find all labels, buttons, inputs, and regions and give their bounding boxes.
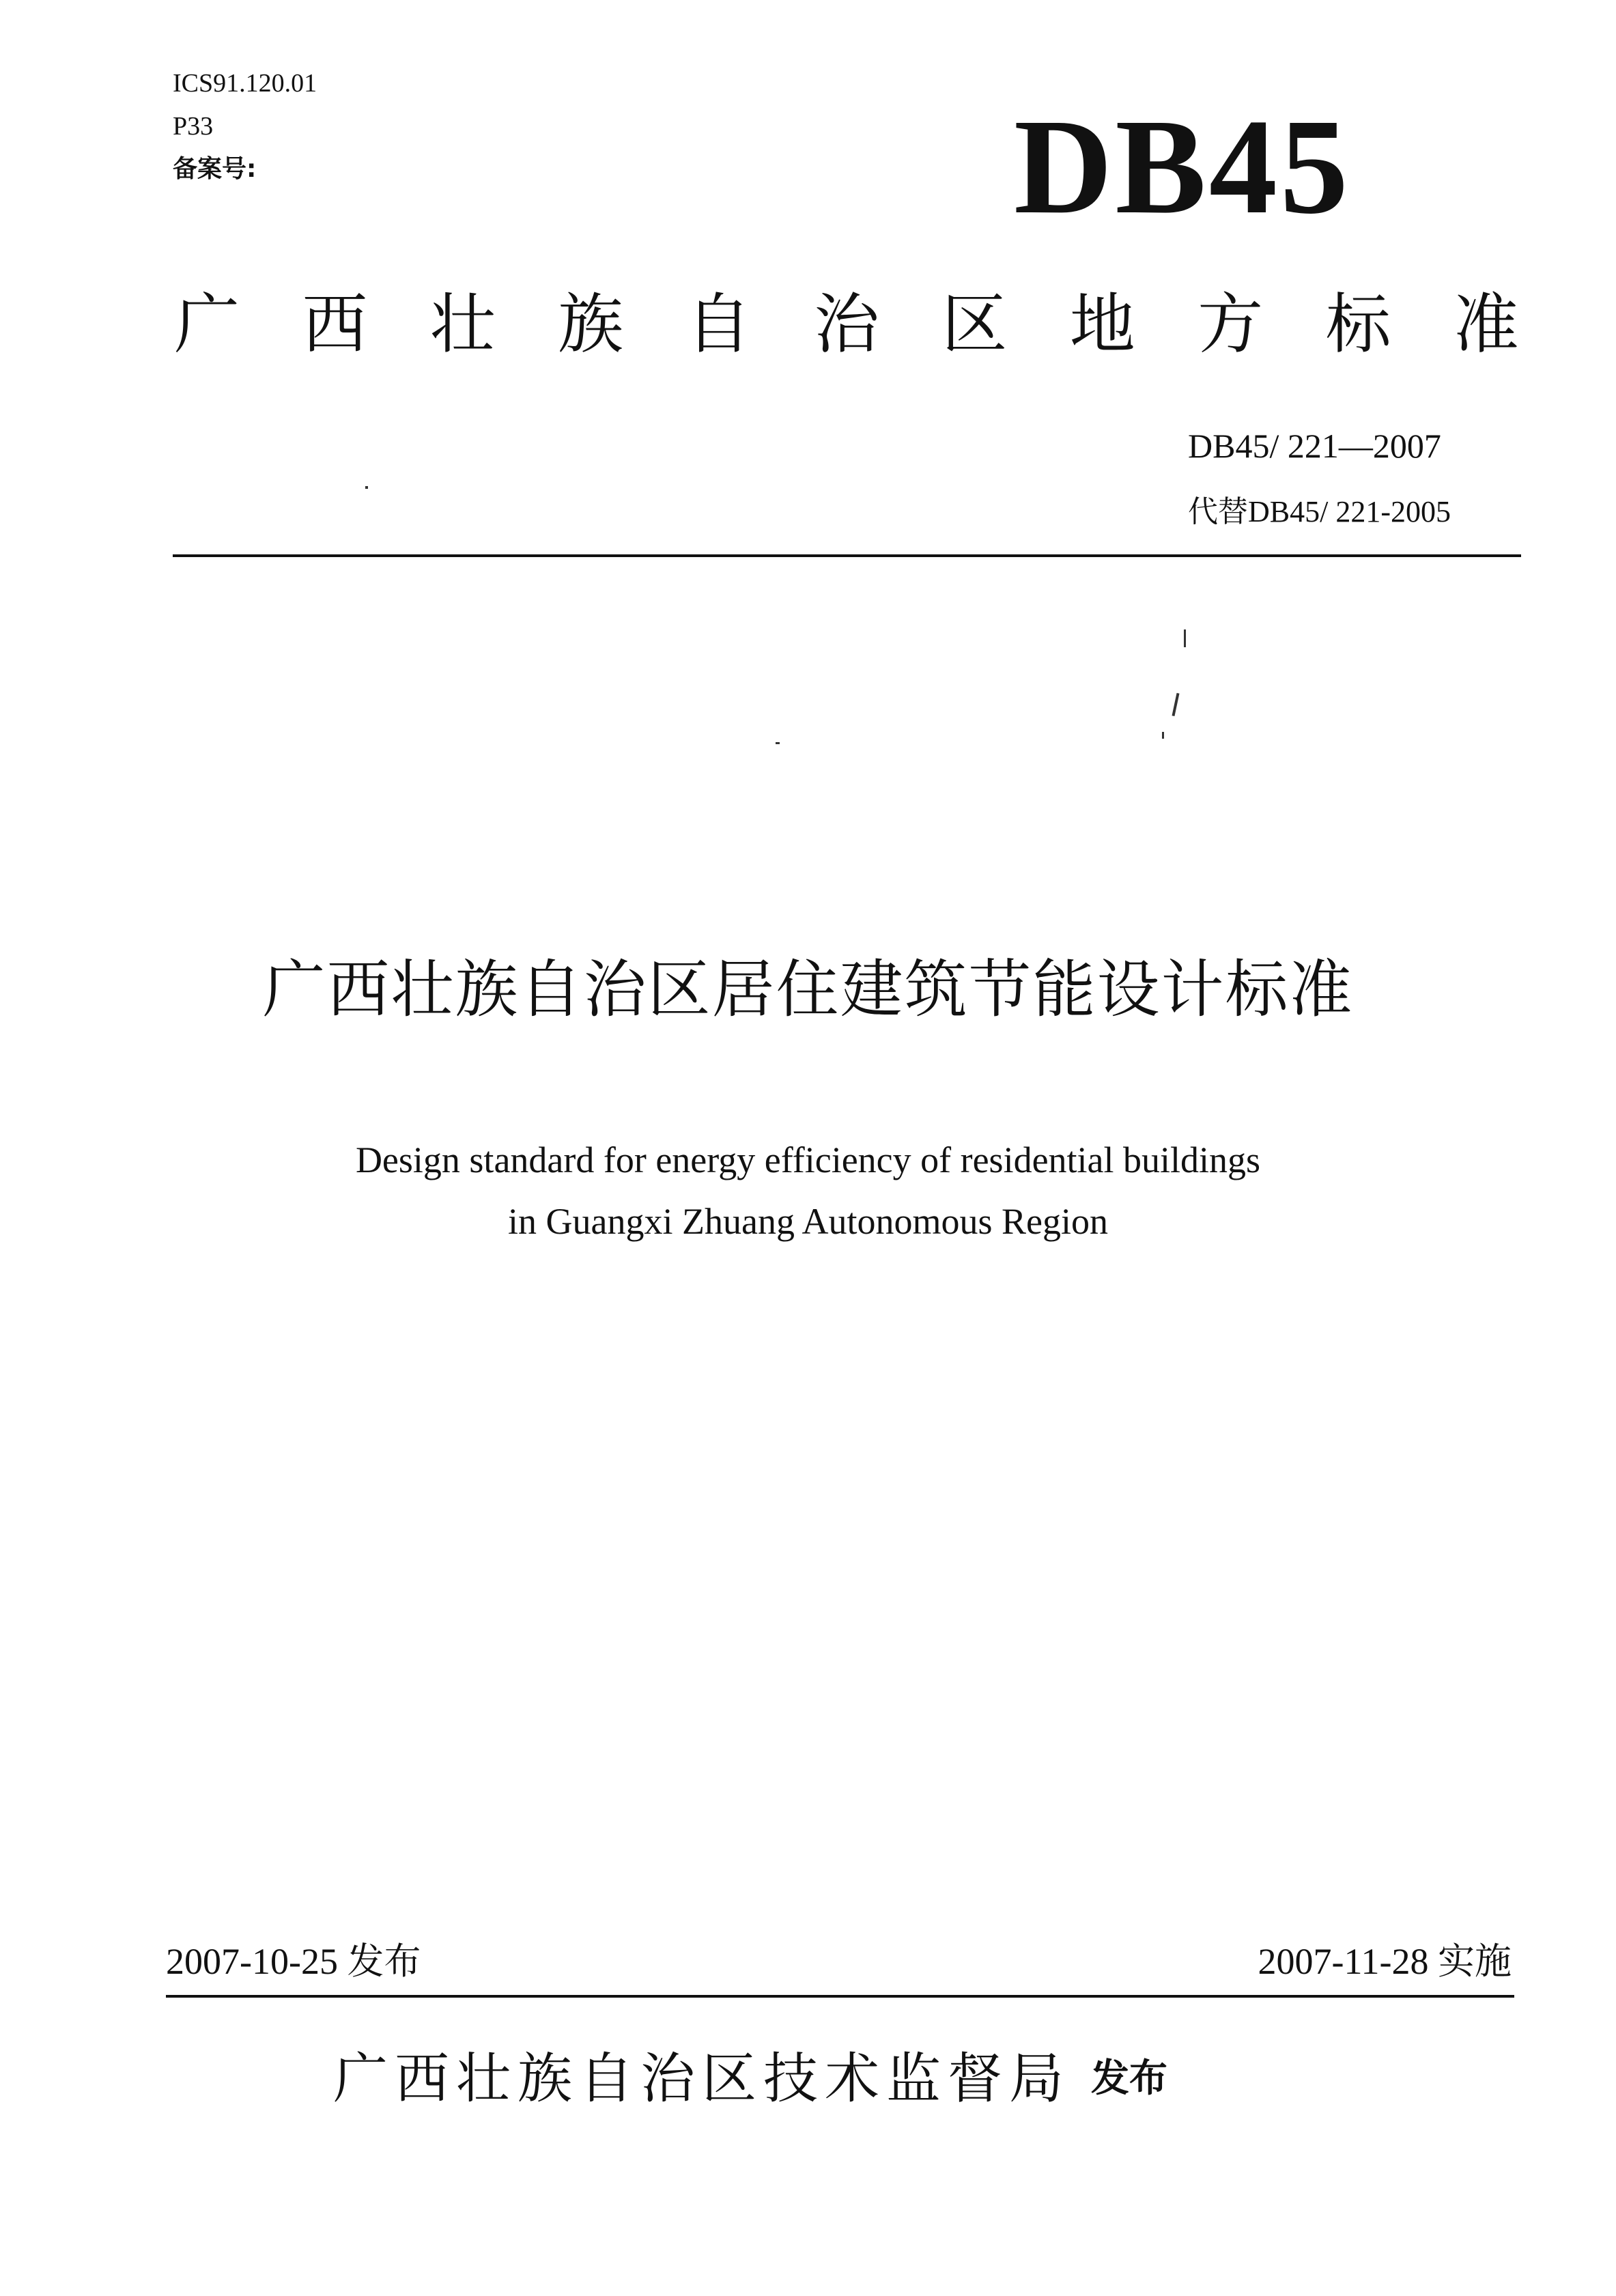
standard-category [174, 287, 1519, 362]
category-char: 治 [813, 286, 879, 363]
category-char: 方 [1197, 286, 1264, 363]
scan-speck [365, 486, 368, 489]
document-title-english-line-2: in Guangxi Zhuang Autonomous Region [508, 1201, 1108, 1242]
category-char: 标 [1325, 286, 1391, 363]
issuer [333, 2045, 1167, 2113]
issuer-action: 发布 [1091, 2056, 1167, 2101]
scan-speck [1162, 732, 1164, 739]
classification-code: P33 [173, 112, 214, 141]
db-mark: DB45 [1014, 91, 1351, 242]
header-divider [173, 554, 1521, 557]
issuer-name: 广西壮族自治区技术监督局 [333, 2047, 1071, 2110]
document-title-chinese: 广西壮族自治区居住建筑节能设计标准 [262, 953, 1354, 1026]
category-char: 准 [1453, 286, 1519, 363]
footer-divider [166, 1995, 1514, 1998]
category-char: 区 [941, 286, 1008, 363]
scan-speck [776, 742, 780, 744]
category-char: 地 [1069, 286, 1135, 363]
document-title-english-line-1: Design standard for energy efficiency of residential buildings [355, 1139, 1261, 1180]
category-char: 族 [558, 286, 624, 363]
category-char: 自 [685, 286, 752, 363]
effective-date: 2007-11-28 实施 [1258, 1941, 1512, 1982]
scan-speck [1184, 629, 1186, 647]
scan-speck [1172, 693, 1180, 716]
category-char: 广 [174, 286, 240, 363]
standard-number: DB45/ 221—2007 [1188, 427, 1441, 465]
replaced-standard: 代替DB45/ 221-2005 [1188, 495, 1451, 528]
filing-number-label: 备案号: [173, 155, 257, 183]
ics-code: ICS91.120.01 [173, 69, 317, 98]
issue-date: 2007-10-25 发布 [166, 1941, 421, 1982]
category-char: 西 [302, 286, 368, 363]
category-char: 壮 [429, 286, 496, 363]
